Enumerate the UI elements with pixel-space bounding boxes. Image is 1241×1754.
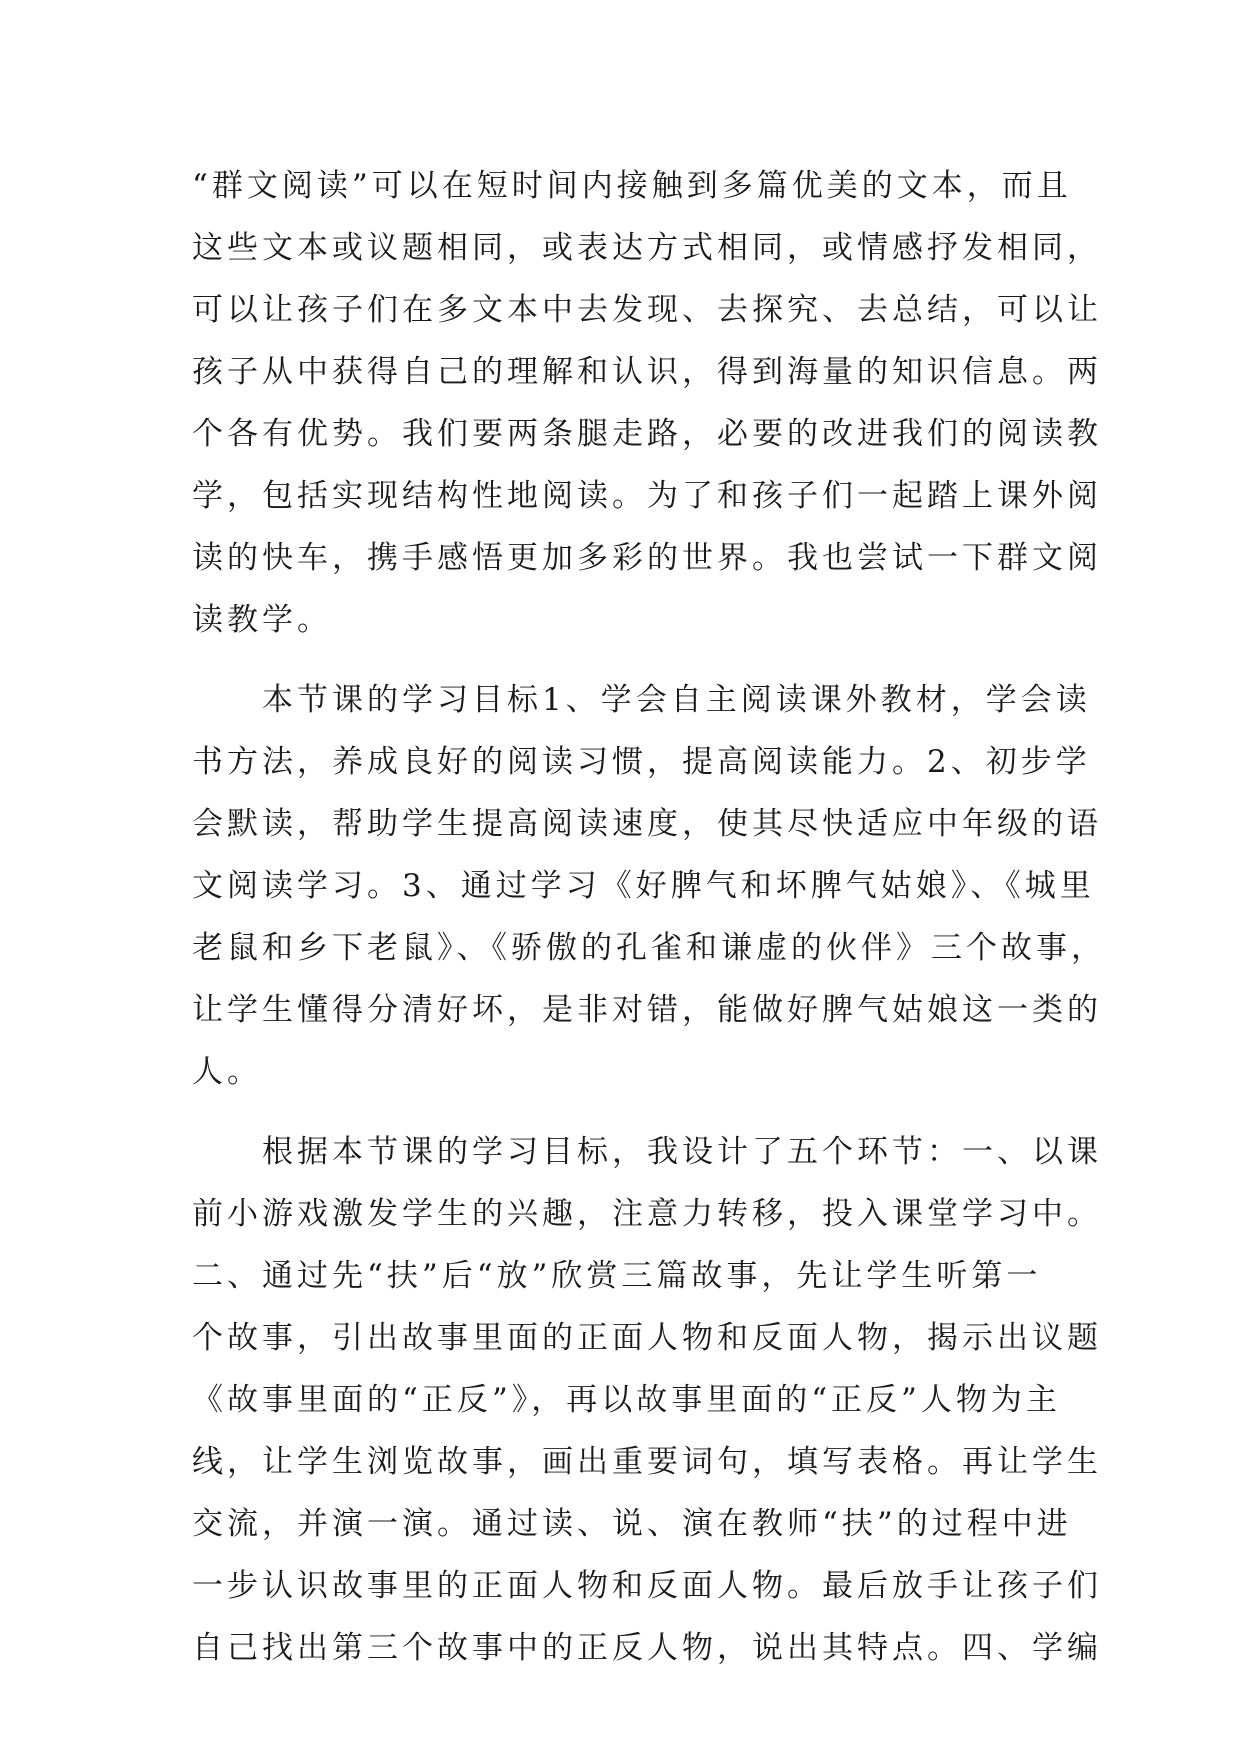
- text-line: 老鼠和乡下老鼠》、《骄傲的孔雀和谦虚的伙伴》三个故事，: [192, 930, 1106, 966]
- text-line: 孩子从中获得自己的理解和认识，得到海量的知识信息。两: [192, 354, 1102, 390]
- paragraph-1: [192, 155, 1102, 651]
- text-line: 个故事，引出故事里面的正面人物和反面人物，揭示出议题: [192, 1320, 1102, 1356]
- text-line: 本节课的学习目标1、学会自主阅读课外教材，学会读: [192, 682, 1091, 718]
- document-body: [192, 155, 1106, 1679]
- text-line: 交流，并演一演。通过读、说、演在教师“扶”的过程中进: [192, 1506, 1072, 1542]
- text-line: 自己找出第三个故事中的正反人物，说出其特点。四、学编: [192, 1630, 1102, 1666]
- text-line: 可以让孩子们在多文本中去发现、去探究、去总结，可以让: [192, 292, 1102, 328]
- paragraph-spacing: [192, 651, 1052, 669]
- paragraph-2: [192, 669, 1106, 1103]
- text-line: 个各有优势。我们要两条腿走路，必要的改进我们的阅读教: [192, 416, 1102, 452]
- text-line: 前小游戏激发学生的兴趣，注意力转移，投入课堂学习中。: [192, 1196, 1102, 1232]
- paragraph-3: [192, 1121, 1102, 1679]
- text-line: 线，让学生浏览故事，画出重要词句，填写表格。再让学生: [192, 1444, 1102, 1480]
- text-line: 一步认识故事里的正面人物和反面人物。最后放手让孩子们: [192, 1568, 1102, 1604]
- text-line: 《故事里面的“正反”》，再以故事里面的“正反”人物为主: [192, 1382, 1061, 1418]
- text-line: 读教学。: [192, 602, 332, 638]
- text-line: 这些文本或议题相同，或表达方式相同，或情感抒发相同，: [192, 230, 1102, 266]
- text-line: 让学生懂得分清好坏，是非对错，能做好脾气姑娘这一类的: [192, 992, 1102, 1028]
- text-line: 读的快车，携手感悟更加多彩的世界。我也尝试一下群文阅: [192, 540, 1102, 576]
- text-line: 书方法，养成良好的阅读习惯，提高阅读能力。2、初步学: [192, 744, 1091, 780]
- text-line: “群文阅读”可以在短时间内接触到多篇优美的文本，而且: [192, 168, 1072, 204]
- text-line: 会默读，帮助学生提高阅读速度，使其尽快适应中年级的语: [192, 806, 1102, 842]
- text-line: 文阅读学习。3、通过学习《好脾气和坏脾气姑娘》、《城里: [192, 868, 1095, 904]
- paragraph-spacing: [192, 1103, 1052, 1121]
- text-line: 二、通过先“扶”后“放”欣赏三篇故事，先让学生听第一: [192, 1258, 1042, 1294]
- text-line: 根据本节课的学习目标，我设计了五个环节：一、以课: [192, 1134, 1102, 1170]
- text-line: 人。: [192, 1054, 262, 1090]
- text-line: 学，包括实现结构性地阅读。为了和孩子们一起踏上课外阅: [192, 478, 1102, 514]
